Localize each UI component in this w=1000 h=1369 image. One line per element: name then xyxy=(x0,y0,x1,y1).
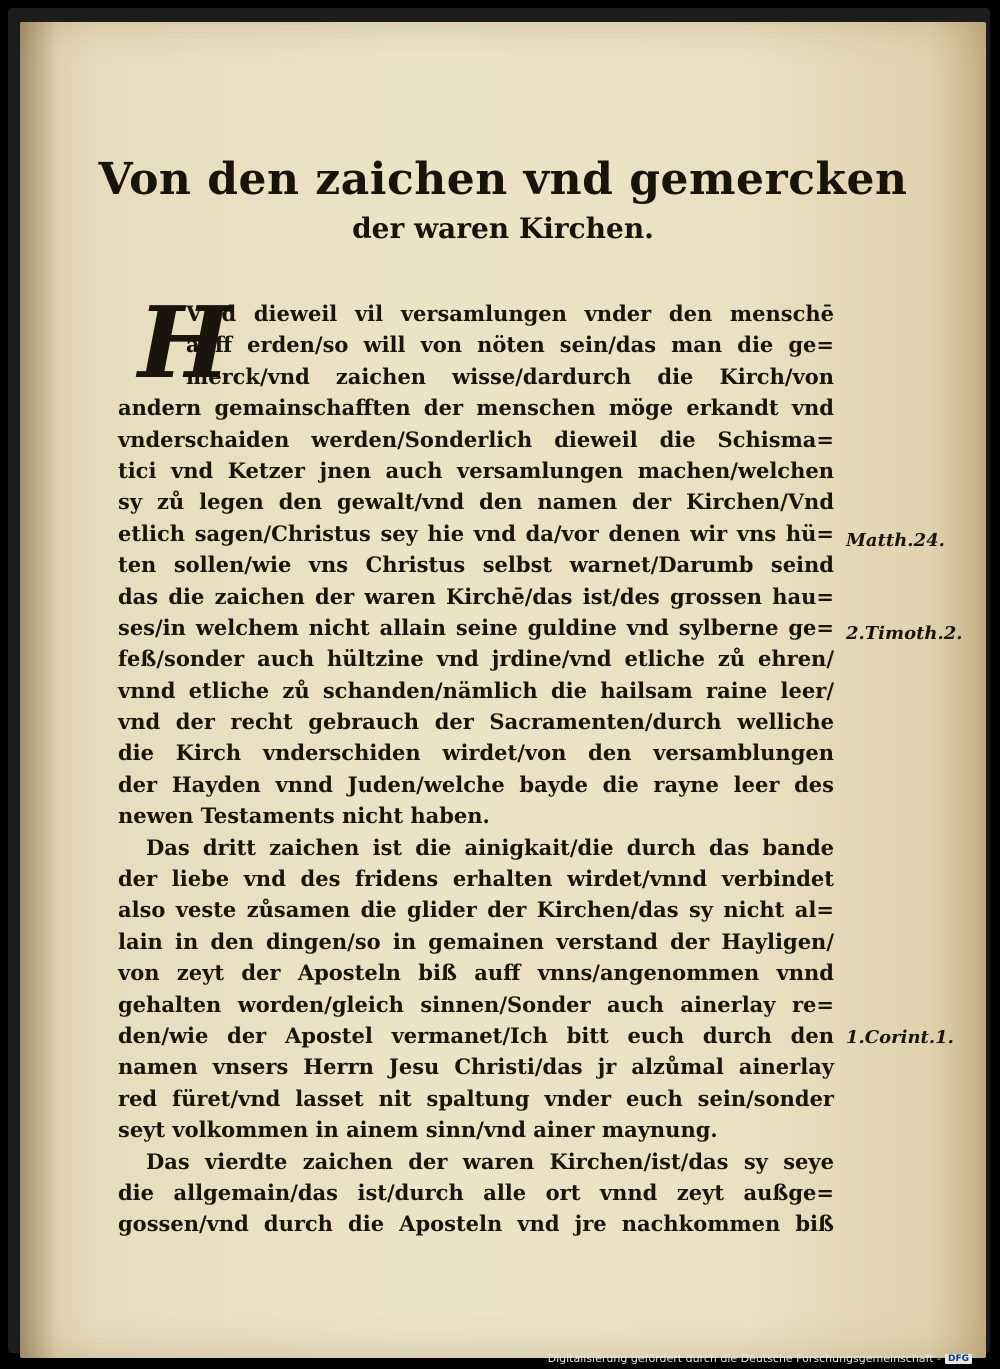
text-line: vnd der recht gebrauch der Sacramenten/durch welliche xyxy=(118,709,834,735)
text-line: vnderschaiden werden/Sonderlich dieweil die Schisma= xyxy=(118,426,834,452)
text-line: namen vnsers Herrn Jesu Christi/das jr alzůmal ainerlay xyxy=(118,1054,834,1080)
text-line: seyt volkommen in ainem sinn/vnd ainer maynung. xyxy=(118,1117,718,1143)
text-line: der Hayden vnnd Juden/welche bayde die rayne leer des xyxy=(118,771,834,797)
text-line: das die zaichen der waren Kirchē/das ist/des grossen hau= xyxy=(118,583,834,609)
text-line: newen Testaments nicht haben. xyxy=(118,803,490,829)
text-line: andern gemainschafften der menschen möge erkandt vnd xyxy=(118,395,834,421)
text-line: VNd dieweil vil versamlungen vnder den menschē xyxy=(186,301,834,326)
footer-text: Digitalisierung gefördert durch die Deutsche Forschungsgemeinschaft - xyxy=(547,1352,941,1365)
scan-frame xyxy=(8,8,990,1353)
text-line: von zeyt der Aposteln biß auff vnns/angenommen vnnd xyxy=(118,960,834,986)
marginal-note-corinthians: 1.Corint.1. xyxy=(846,1027,954,1048)
body-text xyxy=(118,286,834,1240)
footer-credit xyxy=(548,1352,972,1365)
book-page xyxy=(20,22,986,1358)
text-line: Das dritt zaichen ist die ainigkait/die durch das bande xyxy=(146,834,834,860)
page-title: Von den zaichen vnd gemercken xyxy=(98,154,908,205)
text-line: gehalten worden/gleich sinnen/Sonder auch ainerlay re= xyxy=(118,991,834,1017)
marginal-note-timothy: 2.Timoth.2. xyxy=(846,623,963,644)
text-line: merck/vnd zaichen wisse/dardurch die Kirch/von xyxy=(186,363,834,389)
text-line: auff erden/so will von nöten sein/das man die ge= xyxy=(186,332,834,358)
marginal-note-matthew: Matth.24. xyxy=(846,530,945,551)
text-line: feß/sonder auch hültzine vnd jrdine/vnd etliche zů ehren/ xyxy=(118,646,834,672)
text-line: ten sollen/wie vns Christus selbst warnet/Darumb seind xyxy=(118,552,834,578)
text-line: sy zů legen den gewalt/vnd den namen der Kirchen/Vnd xyxy=(118,489,834,515)
text-line: die Kirch vnderschiden wirdet/von den versamblungen xyxy=(118,740,834,766)
text-line: tici vnd Ketzer jnen auch versamlungen machen/welchen xyxy=(118,457,834,483)
text-line: gossen/vnd durch die Aposteln vnd jre nachkommen biß xyxy=(118,1211,834,1237)
text-line: etlich sagen/Christus sey hie vnd da/vor denen wir vns hü= xyxy=(118,520,834,546)
text-line: die allgemain/das ist/durch alle ort vnnd zeyt außge= xyxy=(118,1179,834,1205)
text-line: red füret/vnd lasset nit spaltung vnder euch sein/sonder xyxy=(118,1085,834,1111)
text-line: also veste zůsamen die glider der Kirchen/das sy nicht al= xyxy=(118,897,834,923)
text-line: ses/in welchem nicht allain seine guldine vnd sylberne ge= xyxy=(118,614,834,640)
text-line: Das vierdte zaichen der waren Kirchen/ist/das sy seye xyxy=(146,1148,834,1174)
text-line: lain in den dingen/so in gemainen verstand der Hayligen/ xyxy=(118,928,834,954)
dfg-logo: DFG xyxy=(945,1354,972,1364)
text-line: vnnd etliche zů schanden/nämlich die hailsam raine leer/ xyxy=(118,677,834,703)
page-subtitle: der waren Kirchen. xyxy=(352,212,654,245)
text-line: den/wie der Apostel vermanet/Ich bitt euch durch den xyxy=(118,1022,834,1048)
drop-capital: H xyxy=(138,286,231,401)
text-line: der liebe vnd des fridens erhalten wirdet/vnnd verbindet xyxy=(118,866,834,892)
